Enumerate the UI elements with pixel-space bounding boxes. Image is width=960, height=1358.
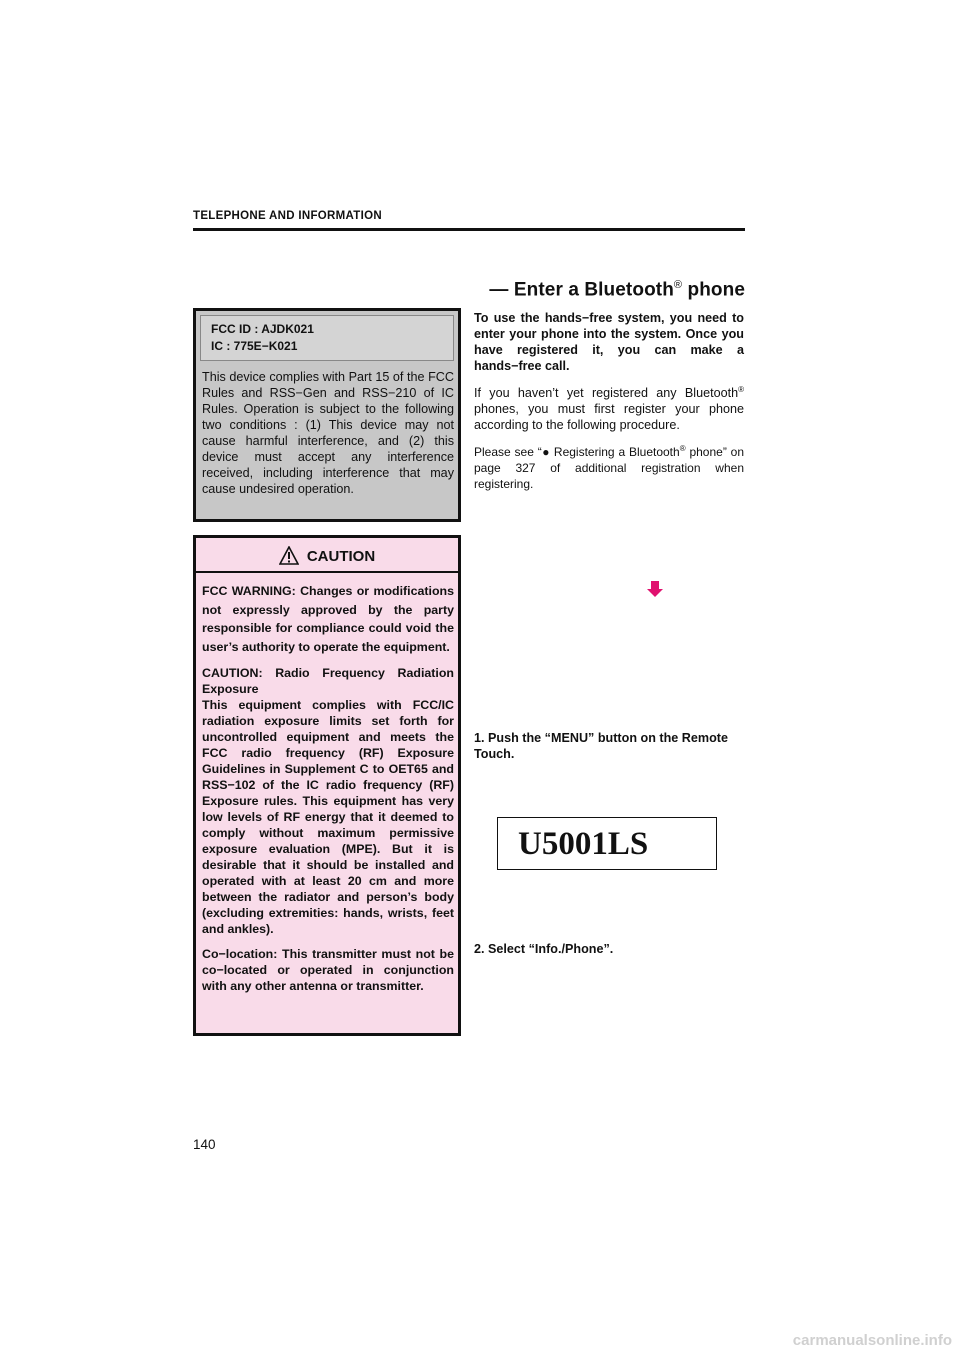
- intro-p3-a: Please see “: [474, 445, 542, 460]
- down-arrow-icon: [646, 580, 664, 598]
- intro-p3-c: phone” on page 327 of additional registration when registering.: [474, 445, 745, 492]
- caution-title: CAUTION: [306, 548, 376, 565]
- intro-p2-b: phones, you must first register your phone according to the following procedure.: [474, 402, 744, 433]
- caution-rf-text: This equipment complies with FCC/IC radiation exposure limits set forth for uncontrolled equipment and meets the FCC radio frequency (RF) Exposure Guidelines in Supplement C to OET65 and RSS−102 of the IC radio frequency (RF) Exposure rules. This equipment has very low levels of RF energy that it deemed to comply without maximum permissive exposure evaluation (MPE). But it is desirable that it should be installed and operated with at least 20 cm and more between the radiator and person’s body (excluding extremities: hands, wrists, feet and ankles).: [202, 698, 454, 936]
- caution-heading: [196, 546, 458, 565]
- intro-p3-b: Registering a Bluetooth: [550, 445, 680, 460]
- intro-text: [474, 310, 744, 500]
- fcc-id-line: FCC ID : AJDK021: [211, 322, 314, 336]
- warning-triangle-icon: [279, 546, 299, 565]
- caution-rule: [196, 571, 458, 573]
- figure-label: U5001LS: [518, 826, 649, 862]
- step-1: 1. Push the “MENU” button on the Remote Touch.: [474, 731, 728, 761]
- registered-mark: ®: [673, 279, 683, 291]
- caution-rf-title: CAUTION: Radio Frequency Radiation Exposure: [202, 666, 454, 696]
- fcc-compliance-text: This device complies with Part 15 of the FCC Rules and RSS−Gen and RSS−210 of IC Rules. Operation is subject to the following two conditions : (1) This device may not cause harmful interference, and (2) this device must accept any interference received, including interference that may cause undesired operation.: [202, 370, 454, 496]
- registered-mark: ®: [679, 444, 686, 454]
- bullet-icon: ●: [541, 445, 551, 460]
- caution-fcc-warning: FCC WARNING: Changes or modifications not expressly approved by the party responsible for compliance could void the user’s authority to operate the equipment.: [202, 584, 454, 654]
- fcc-id-bar: [200, 315, 454, 361]
- section-title: [483, 279, 745, 301]
- registered-mark: ®: [738, 385, 744, 394]
- ic-id-line: IC : 775E−K021: [211, 339, 298, 353]
- header-rule: [193, 228, 745, 231]
- section-title-prefix: — Enter a Bluetooth: [489, 279, 674, 301]
- fcc-box: [193, 308, 461, 522]
- intro-p2-a: If you haven’t yet registered any Bluetooth: [474, 386, 739, 401]
- section-title-suffix: phone: [682, 279, 745, 301]
- caution-body: [202, 582, 454, 1003]
- figure-placeholder: [497, 817, 717, 870]
- step-2: 2. Select “Info./Phone”.: [474, 942, 614, 956]
- intro-paragraph-1: To use the hands−free system, you need to enter your phone into the system. Once you have registered it, you can make a hands−free call.: [474, 311, 744, 373]
- intro-paragraph-2: [474, 382, 744, 433]
- caution-box: [193, 535, 461, 1036]
- section-header: TELEPHONE AND INFORMATION: [193, 210, 382, 222]
- page-number: 140: [193, 1137, 216, 1152]
- caution-colocation: Co−location: This transmitter must not be co−located or operated in conjunction with any other antenna or transmitter.: [202, 947, 454, 993]
- intro-paragraph-3: [474, 441, 744, 492]
- watermark: carmanualsonline.info: [792, 1332, 952, 1349]
